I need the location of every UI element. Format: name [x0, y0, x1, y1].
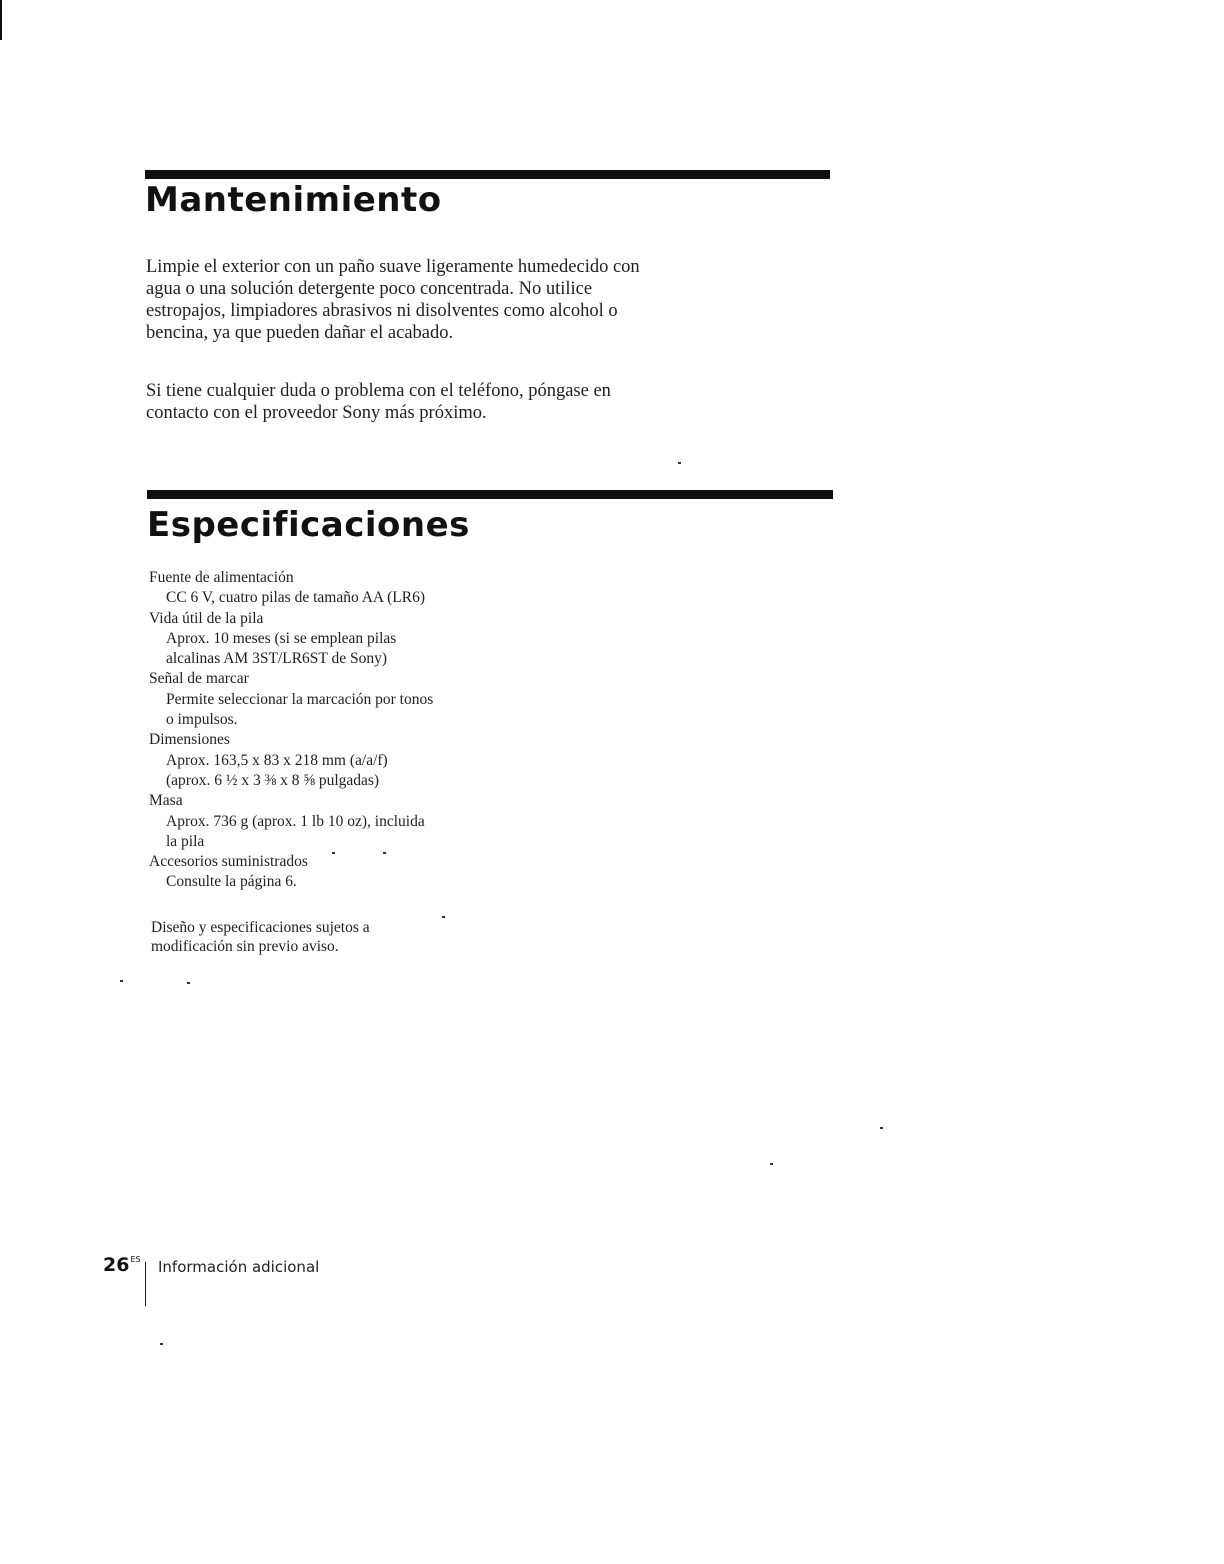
- text-line: bencina, ya que pueden dañar el acabado.: [146, 323, 454, 343]
- page-language-suffix: ES: [130, 1255, 141, 1264]
- spec-value: Aprox. 736 g (aprox. 1 lb 10 oz), incluida: [166, 812, 425, 830]
- section-rule-specifications: [147, 490, 833, 499]
- spec-mass: [149, 791, 569, 852]
- scan-speck: [120, 980, 123, 982]
- spec-battery-life: [149, 609, 569, 670]
- scan-speck: [187, 982, 190, 984]
- spec-term: Dimensiones: [149, 731, 230, 749]
- spec-value: la pila: [166, 832, 205, 850]
- page-number: [103, 1254, 141, 1276]
- spec-value: CC 6 V, cuatro pilas de tamaño AA (LR6): [166, 589, 426, 607]
- text-line: estropajos, limpiadores abrasivos ni disolventes como alcohol o: [146, 301, 618, 321]
- scan-speck: [383, 852, 386, 854]
- spec-term: Masa: [149, 792, 183, 810]
- spec-dial-signal: [149, 669, 569, 730]
- heading-specifications: Especificaciones: [147, 505, 470, 545]
- scan-speck: [160, 1343, 163, 1345]
- scan-speck: [332, 852, 335, 854]
- spec-value: (aprox. 6 ½ x 3 ⅜ x 8 ⅝ pulgadas): [166, 771, 380, 789]
- spec-value: Aprox. 163,5 x 83 x 218 mm (a/a/f): [166, 751, 388, 769]
- text-line: agua o una solución detergente poco concentrada. No utilice: [146, 279, 593, 299]
- scan-speck: [678, 462, 681, 464]
- specifications-disclaimer: [151, 918, 370, 956]
- scan-speck: [442, 916, 445, 918]
- section-rule-maintenance: [145, 170, 830, 179]
- page-number-value: 26: [103, 1254, 130, 1276]
- spec-value: Consulte la página 6.: [166, 873, 297, 891]
- specifications-list: [149, 568, 569, 893]
- spec-value: Aprox. 10 meses (si se emplean pilas: [166, 629, 397, 647]
- spec-power-source: [149, 568, 569, 609]
- text-line: Limpie el exterior con un paño suave ligeramente humedecido con: [146, 257, 640, 277]
- scan-speck: [880, 1127, 883, 1129]
- spec-dimensions: [149, 730, 569, 791]
- scan-edge-mark: [0, 0, 2, 40]
- maintenance-paragraph-cleaning: [146, 256, 640, 344]
- text-line: contacto con el proveedor Sony más próximo.: [146, 403, 487, 423]
- text-line: Si tiene cualquier duda o problema con el teléfono, póngase en: [146, 381, 611, 401]
- footer-divider: [145, 1262, 146, 1306]
- spec-value: o impulsos.: [166, 711, 238, 729]
- spec-term: Vida útil de la pila: [149, 609, 264, 627]
- text-line: modificación sin previo aviso.: [151, 938, 339, 955]
- spec-value: Permite seleccionar la marcación por tonos: [166, 690, 434, 708]
- spec-accessories: [149, 852, 569, 893]
- spec-term: Señal de marcar: [149, 670, 249, 688]
- spec-term: Accesorios suministrados: [149, 853, 308, 871]
- maintenance-paragraph-contact: [146, 380, 611, 424]
- text-line: Diseño y especificaciones sujetos a: [151, 919, 370, 936]
- footer-section-title: Información adicional: [158, 1258, 320, 1276]
- spec-value: alcalinas AM 3ST/LR6ST de Sony): [166, 650, 388, 668]
- scan-speck: [770, 1163, 773, 1165]
- spec-term: Fuente de alimentación: [149, 569, 294, 586]
- heading-maintenance: Mantenimiento: [145, 180, 442, 220]
